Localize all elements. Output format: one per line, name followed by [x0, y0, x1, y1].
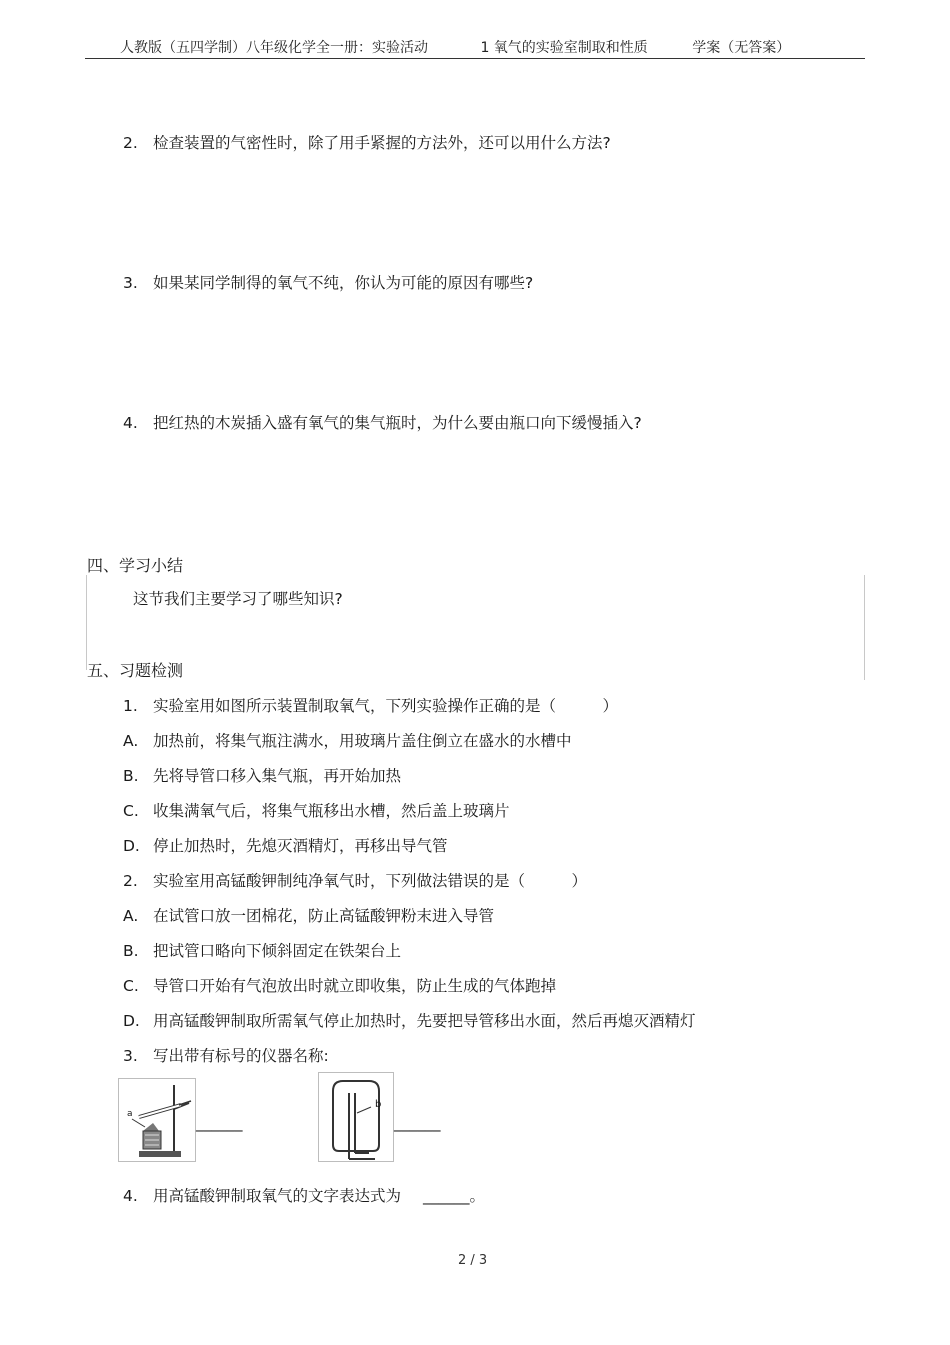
option-text: 停止加热时，先熄灭酒精灯，再移出导气管	[153, 837, 448, 855]
option-key: A.	[123, 907, 139, 925]
heating-apparatus-illustration	[119, 1079, 195, 1161]
header-rule	[85, 58, 865, 59]
option-text: 在试管口放一团棉花，防止高锰酸钾粉末进入导管	[153, 907, 495, 925]
question-number: 1.	[123, 697, 138, 715]
exercise-2-option-c	[123, 974, 556, 996]
option-key: C.	[123, 977, 139, 995]
right-border-line	[864, 575, 865, 680]
option-text: 收集满氧气后，将集气瓶移出水槽，然后盖上玻璃片	[153, 802, 510, 820]
option-key: C.	[123, 802, 139, 820]
option-key: A.	[123, 732, 139, 750]
exercise-1-option-c	[123, 799, 510, 821]
answer-blank: ______。	[423, 1187, 486, 1205]
option-text: 加热前，将集气瓶注满水，用玻璃片盖住倒立在盛水的水槽中	[153, 732, 572, 750]
apparatus-figure-a	[118, 1078, 196, 1162]
exercise-1-option-b	[123, 764, 401, 786]
question-3	[123, 271, 533, 293]
label-b: b	[375, 1099, 382, 1110]
question-text: 如果某同学制得的氧气不纯，你认为可能的原因有哪些?	[153, 274, 534, 292]
question-number: 3.	[123, 1047, 138, 1065]
question-number: 4.	[123, 414, 138, 432]
collection-bottle-illustration	[319, 1073, 393, 1161]
apparatus-figure-b	[318, 1072, 394, 1162]
question-number: 4.	[123, 1187, 138, 1205]
exercise-1-option-d	[123, 834, 448, 856]
exercise-2-option-d	[123, 1009, 696, 1031]
page-number: 2 / 3	[458, 1253, 488, 1268]
exercise-2-option-b	[123, 939, 401, 961]
page-header	[120, 37, 790, 57]
header-middle: 1 氧气的实验室制取和性质	[480, 40, 648, 56]
option-text: 先将导管口移入集气瓶，再开始加热	[153, 767, 402, 785]
question-text: 用高锰酸钾制取氧气的文字表达式为	[153, 1187, 402, 1205]
option-key: B.	[123, 767, 139, 785]
label-a: a	[127, 1109, 133, 1119]
question-text: 检查装置的气密性时，除了用手紧握的方法外，还可以用什么方法?	[153, 134, 611, 152]
question-text: 实验室用如图所示装置制取氧气，下列实验操作正确的是（ ）	[153, 697, 619, 715]
exercise-1-option-a	[123, 729, 572, 751]
question-4	[123, 411, 642, 433]
exercise-4-stem	[123, 1184, 485, 1206]
question-text: 实验室用高锰酸钾制纯净氧气时，下列做法错误的是（ ）	[153, 872, 588, 890]
exercise-3-stem	[123, 1044, 329, 1066]
summary-prompt: 这节我们主要学习了哪些知识?	[133, 590, 343, 608]
question-number: 2.	[123, 872, 138, 890]
option-key: B.	[123, 942, 139, 960]
answer-blank-b: ______	[394, 1114, 441, 1132]
question-2	[123, 131, 611, 153]
option-key: D.	[123, 837, 140, 855]
option-text: 把试管口略向下倾斜固定在铁架台上	[153, 942, 402, 960]
exercise-2-option-a	[123, 904, 494, 926]
section-title-summary: 四、学习小结	[87, 556, 184, 575]
exercise-2-stem	[123, 869, 587, 891]
header-right: 学案（无答案）	[692, 40, 791, 56]
question-number: 2.	[123, 134, 138, 152]
section-title-exercises: 五、习题检测	[87, 661, 184, 680]
left-border-line	[86, 575, 87, 670]
question-number: 3.	[123, 274, 138, 292]
answer-blank-a: ______	[196, 1114, 243, 1132]
option-text: 导管口开始有气泡放出时就立即收集，防止生成的气体跑掉	[153, 977, 557, 995]
question-text: 把红热的木炭插入盛有氧气的集气瓶时，为什么要由瓶口向下缓慢插入?	[153, 414, 642, 432]
exercise-1-stem	[123, 694, 618, 716]
option-key: D.	[123, 1012, 140, 1030]
header-left: 人教版（五四学制）八年级化学全一册：实验活动	[120, 40, 428, 56]
option-text: 用高锰酸钾制取所需氧气停止加热时，先要把导管移出水面，然后再熄灭酒精灯	[153, 1012, 696, 1030]
question-text: 写出带有标号的仪器名称:	[153, 1047, 329, 1065]
